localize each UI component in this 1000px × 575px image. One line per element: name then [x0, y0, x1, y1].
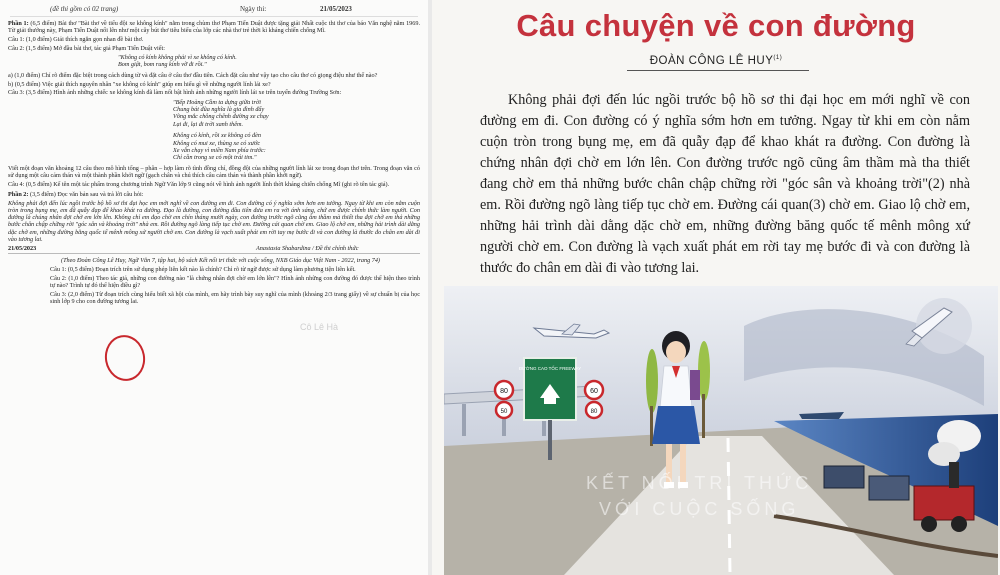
part1-question-3-task: Viết một đoạn văn khoảng 12 câu theo mô hình tổng – phân – hợp làm rõ tình đồng chí, đồng đội của những người lính lái xe trong đoạn thơ trên. Trong đoạn văn có sử dụng một câu cảm thán và một thành phần khởi ngữ (gạch chân và chú thích câu cảm thán và thành phần khởi ngữ).	[8, 164, 420, 180]
publisher-watermark	[586, 470, 812, 522]
poem-line: "Bếp Hoàng Cầm ta dựng giữa trời	[173, 98, 261, 106]
author-line	[432, 55, 1000, 67]
poem-line: Xe vẫn chạy vì miền Nam phía trước:	[173, 147, 266, 155]
author-footnote-mark: (1)	[773, 55, 783, 62]
part1-question-2: Câu 2: (1,5 điểm) Mở đầu bài thơ, tác giả Phạm Tiến Duật viết:	[8, 44, 165, 52]
part1-intro	[8, 20, 420, 34]
part1-label: Phần 1:	[8, 20, 29, 27]
teacher-watermark: Cô Lê Hà	[300, 322, 339, 332]
reading-excerpt: Không phải đợi đến lúc ngồi trước bộ hồ sơ thi đại học em mới nghĩ về con đường em đi. Con đường có ý nghĩa sớm hơn em tưởng. Ngay từ khi em còn nằm cuộn tròn trong bụng mẹ, em đã quẫy đạp để khao khát ra đường. Đạo là đường, con đường đầu tiên đưa em ra với ánh sáng, chứ em được chính thức làm người. Con đường là chúng nhân đợi chờ em lớn lên. Không chỉ em đạo chờ em chín tháng mười ngày, con đường trước ngõ cũng âm thầm mà thiết tha đợi chờ em thả những bước chân chập chững rời "góc sân và khoảng trời" nhà em. Rồi đường ngõ làng tiếp tục chờ em. Đường cái quan chờ em. Giao lộ chờ em, những hải trình dài dằng dặc chờ em, những đường băng quốc tế mênh mông xử người chờ em. Con đường là vạch xuất phát em rời tay mẹ bước đi và con đường là thước đo chân em dài đi vào tương lai.	[8, 199, 420, 243]
road-illustration	[444, 286, 998, 575]
footer-row	[8, 245, 420, 254]
speed-limit-sign: 80	[500, 388, 508, 395]
poem-line: Chỉ cần trong xe có một trái tim."	[173, 154, 257, 162]
story-title: Câu chuyện về con đường	[516, 8, 916, 43]
speed-limit-sign: 80	[590, 409, 598, 415]
watermark-line-2: VỚI CUỘC SỐNG	[598, 499, 800, 519]
exam-date: 21/05/2023	[320, 5, 352, 13]
poem-line: Chung bát đũa nghĩa là gia đình đấy	[173, 106, 265, 114]
red-ink-circle	[101, 332, 148, 384]
quote-block	[118, 54, 420, 69]
date-label: Ngày thi:	[240, 5, 267, 13]
excerpt-source: (Theo Đoàn Công Lê Huy, Ngữ Văn 7, tập hai, bộ sách Kết nối tri thức với cuộc sống, NXB Giáo dục Việt Nam - 2022, trang 74)	[61, 257, 380, 265]
photo-credit: Anastasia Shabardina / Đề thi chính thức	[256, 245, 359, 253]
speed-limit-sign: 60	[590, 388, 598, 395]
speed-limit-sign: 50	[500, 409, 508, 415]
footer-date: 21/05/2023	[8, 245, 37, 253]
exam-header	[10, 2, 418, 17]
author-name: ĐOÀN CÔNG LÊ HUY	[649, 55, 774, 67]
part2-question-3: Câu 3: (2,0 điểm) Từ đoạn trích cùng hiểu biết xã hội của mình, em hãy trình bày suy nghĩ của mình (khoảng 2/3 trang giấy) về sự chuẩn bị của học sinh lớp 9 cho con đường tương lai.	[50, 290, 420, 305]
part1-question-4: Câu 4: (0,5 điểm) Kể tên một tác phẩm trong chương trình Ngữ Văn lớp 9 cũng nói về hình ảnh người lính thời kháng chiến chống Mĩ (ghi rõ tên tác giả).	[8, 180, 390, 188]
part1-question-1: Câu 1: (1,0 điểm) Giải thích ngắn gọn nhan đề bài thơ.	[8, 36, 144, 43]
poem-line: Không có mui xe, thùng xe có xước	[173, 139, 261, 147]
quote-line: "Không có kính không phải vì xe không có kính.	[118, 54, 237, 61]
part1-question-3: Câu 3: (3,5 điểm) Hình ảnh những chiếc xe không kính đã làm nổi bật hình ảnh những người lính lái xe trên tuyến đường Trường Sơn:	[8, 89, 342, 97]
part2-question-1: Câu 1: (0,5 điểm) Đoạn trích trên sử dụng phép liên kết nào là chính? Chỉ rõ từ ngữ được sử dụng làm phương tiện liên kết.	[50, 265, 356, 273]
poem-line: Võng mắc chông chênh đường xe chạy	[173, 113, 269, 121]
part1-intro-text: (6,5 điểm) Bài thơ "Bài thơ về tiểu đội xe không kính" nằm trong chùm thơ Phạm Tiến Duật được tặng giải Nhất cuộc thi thơ của báo Văn nghệ năm 1969. Từ giải thưởng này, Phạm Tiến Duật nổi lên như một cây bút thơ tiêu biểu của lớp các nhà thơ trẻ thời kì kháng chiến chống Mĩ.	[8, 20, 421, 35]
quote-line: Bom giật, bom rung kính vỡ đi rồi."	[118, 61, 207, 69]
exam-body	[8, 20, 420, 307]
highway-sign-text: ĐƯỜNG CAO TỐC FREEWAY	[518, 366, 582, 371]
part2-intro	[8, 191, 420, 198]
poem-line: Lại đi, lại đi trời xanh thêm.	[173, 120, 243, 128]
page-count-note: (đề thi gồm có 02 trang)	[50, 5, 119, 13]
watermark-line-1: KẾT NỐI TRI THỨC	[586, 473, 813, 493]
poem-block	[173, 99, 420, 162]
part2-question-2: Câu 2: (1,0 điểm) Theo tác giả, những con đường nào "là chứng nhân đợi chờ em lớn lên"? Hình ảnh những con đường đó được thể hiện theo trình tự nào? Trình tự đó thể hiện điều gì?	[50, 274, 420, 289]
part1-question-2a: a) (1,0 điểm) Chỉ rõ điểm đặc biệt trong cách dùng từ và đặt câu ở câu thơ đầu tiên. Cách đặt câu như vậy tạo cho câu thơ có giọng điệu như thế nào?	[8, 71, 378, 79]
story-text: Không phải đợi đến lúc ngồi trước bộ hồ sơ thi đại học em mới nghĩ về con đường em đi. Con đường có ý nghĩa sớm hơn em tưởng. Ngay từ khi em còn nằm cuộn tròn trong bụng mẹ, em đã quẫy đạp để khao khát ra đường. Con đường là chứng nhân đợi chờ em lớn lên. Con đường trước ngõ cũng âm thầm mà tha thiết đang chờ em thả những bước chân chập chững rời "góc sân và khoảng trời"(2) nhà em. Rồi đường ngõ làng tiếp tục chờ em. Đường cái quan(3) chờ em. Giao lộ chờ em, những hải trình dài dằng dặc chờ em, những đường băng quốc tế mênh mông xứ người chờ em. Con đường là vạch xuất phát em rời tay mẹ bước đi và con đường là thước đo chân em dài đi vào tương lai.	[480, 92, 970, 276]
textbook-page	[432, 0, 1000, 575]
part1-question-2b: b) (0,5 điểm) Việc giải thích nguyên nhân "xe không có kính" giúp em hiểu gì về những người lính lái xe?	[8, 80, 271, 88]
part2-label: Phần 2:	[8, 191, 29, 199]
part2-intro-text: (3,5 điểm) Đọc văn bản sau và trả lời câu hỏi:	[30, 191, 144, 199]
exam-page	[0, 0, 428, 575]
poem-line: Không có kính, rồi xe không có đèn	[173, 132, 261, 140]
